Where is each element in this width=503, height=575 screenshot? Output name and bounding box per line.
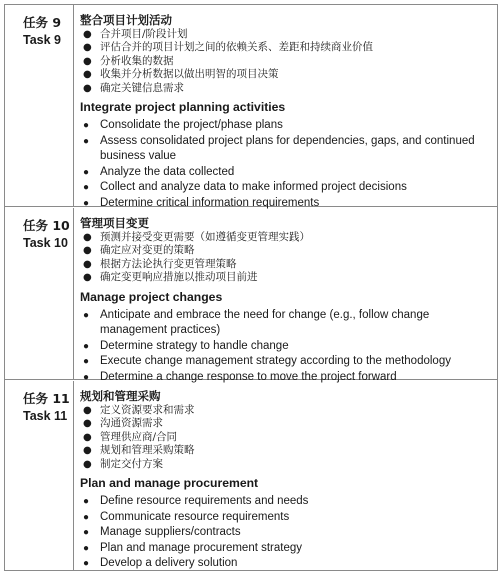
list-item-text: 合并项目/阶段计划 — [100, 28, 188, 40]
task-row — [5, 5, 497, 207]
task-id-en: Task 10 — [23, 236, 68, 250]
list-item — [80, 271, 493, 284]
list-item — [80, 55, 493, 68]
list-item — [80, 510, 493, 526]
task-id-en: Task 11 — [23, 409, 68, 423]
task-title-en: Plan and manage procurement — [80, 476, 259, 491]
task-list-zh — [80, 231, 493, 285]
list-item-text: 管理供应商/合同 — [100, 430, 178, 443]
list-item — [80, 308, 493, 339]
task-id-zh: 任务 10 — [23, 218, 70, 233]
list-item — [80, 180, 493, 196]
task-content-cell — [80, 208, 493, 386]
list-item-text: 根据方法论执行变更管理策略 — [100, 257, 237, 270]
list-item-text: 定义资源要求和需求 — [100, 404, 195, 416]
task-row — [5, 208, 497, 383]
list-item-text: 收集并分析数据以做出明智的项目决策 — [100, 68, 279, 81]
list-item-text: Determine a change response to move the project forward — [100, 371, 397, 383]
bullet-icon: ● — [83, 458, 92, 470]
list-item-text: 规划和管理采购策略 — [100, 444, 195, 457]
task-table — [4, 4, 498, 571]
bullet-icon: ● — [83, 135, 90, 147]
bullet-icon: ● — [83, 29, 92, 40]
task-title-en: Manage project changes — [80, 289, 223, 304]
list-item — [80, 339, 493, 355]
list-item-text: 确定变更响应措施以推动项目前进 — [100, 271, 258, 284]
bullet-icon: ● — [83, 558, 90, 570]
bullet-icon: ● — [83, 258, 92, 270]
task-title-zh: 整合项目计划活动 — [80, 13, 172, 27]
task-list-en — [80, 494, 493, 572]
bullet-icon: ● — [83, 232, 92, 243]
list-item — [80, 82, 493, 95]
task-title-zh: 规划和管理采购 — [80, 389, 161, 403]
bullet-icon: ● — [83, 511, 90, 523]
list-item-text: 制定交付方案 — [100, 457, 163, 470]
list-item-text: Manage suppliers/contracts — [100, 526, 241, 539]
list-item — [80, 541, 493, 557]
list-item — [80, 28, 493, 41]
task-id-en: Task 9 — [23, 33, 61, 47]
list-item — [80, 165, 493, 181]
list-item — [80, 494, 493, 510]
list-item-text: Develop a delivery solution — [100, 557, 238, 570]
bullet-icon: ● — [83, 542, 90, 554]
list-item-text: Consolidate the project/phase plans — [100, 119, 283, 132]
bullet-icon: ● — [83, 340, 90, 352]
list-item-text: 确定应对变更的策略 — [100, 244, 195, 257]
task-list-zh — [80, 404, 493, 471]
list-item — [80, 231, 493, 244]
list-item — [80, 404, 493, 417]
bullet-icon: ● — [83, 42, 92, 54]
task-list-zh — [80, 28, 493, 95]
task-list-en — [80, 118, 493, 212]
list-item-text: Anticipate and embrace the need for change (e.g., follow change management practices) — [100, 308, 430, 337]
bullet-icon: ● — [83, 405, 92, 416]
list-item — [80, 556, 493, 572]
bullet-icon: ● — [83, 309, 90, 321]
task-title-zh: 管理项目变更 — [80, 216, 149, 230]
task-row — [5, 381, 497, 571]
bullet-icon: ● — [83, 431, 92, 443]
list-item-text: Execute change management strategy according to the methodology — [100, 355, 451, 368]
list-item-text: Plan and manage procurement strategy — [100, 541, 303, 554]
list-item-text: Collect and analyze data to make informed project decisions — [100, 181, 407, 194]
task-id-zh: 任务 9 — [23, 15, 62, 30]
bullet-icon: ● — [83, 527, 90, 539]
list-item-text: Assess consolidated project plans for dependencies, gaps, and continued business value — [100, 134, 475, 163]
task-title-en: Integrate project planning activities — [80, 100, 286, 115]
list-item — [80, 68, 493, 81]
list-item-text: Define resource requirements and needs — [100, 495, 309, 508]
list-item-text: Analyze the data collected — [100, 165, 235, 178]
bullet-icon: ● — [83, 198, 90, 209]
list-item — [80, 354, 493, 370]
list-item — [80, 41, 493, 54]
task-id-cell — [5, 208, 74, 379]
list-item-text: 预测并接受变更需要（如遵循变更管理实践） — [100, 231, 310, 243]
list-item — [80, 258, 493, 271]
bullet-icon: ● — [83, 372, 90, 383]
list-item — [80, 458, 493, 471]
list-item-text: Determine strategy to handle change — [100, 339, 289, 352]
list-item-text: 分析收集的数据 — [100, 54, 174, 67]
bullet-icon: ● — [83, 496, 90, 508]
task-id-zh: 任务 11 — [23, 391, 70, 406]
list-item-text: Communicate resource requirements — [100, 510, 290, 523]
bullet-icon: ● — [83, 120, 90, 132]
task-content-cell — [80, 381, 493, 572]
list-item-text: 评估合并的项目计划之间的依赖关系、差距和持续商业价值 — [100, 41, 373, 54]
list-item — [80, 244, 493, 257]
bullet-icon: ● — [83, 69, 92, 81]
task-list-en — [80, 308, 493, 386]
bullet-icon: ● — [83, 272, 92, 284]
bullet-icon: ● — [83, 166, 90, 178]
bullet-icon: ● — [83, 55, 92, 67]
bullet-icon: ● — [83, 245, 92, 257]
list-item — [80, 431, 493, 444]
bullet-icon: ● — [83, 356, 90, 368]
list-item — [80, 134, 493, 165]
list-item-text: Determine critical information requirements — [100, 197, 320, 209]
list-item — [80, 525, 493, 541]
list-item-text: 沟通资源需求 — [100, 417, 163, 430]
bullet-icon: ● — [83, 182, 90, 194]
task-id-cell — [5, 5, 74, 206]
bullet-icon: ● — [83, 445, 92, 457]
list-item — [80, 118, 493, 134]
task-id-cell — [5, 381, 74, 571]
list-item — [80, 444, 493, 457]
list-item-text: 确定关键信息需求 — [100, 81, 184, 94]
task-content-cell — [80, 5, 493, 212]
list-item — [80, 417, 493, 430]
bullet-icon: ● — [83, 418, 92, 430]
bullet-icon: ● — [83, 82, 92, 94]
